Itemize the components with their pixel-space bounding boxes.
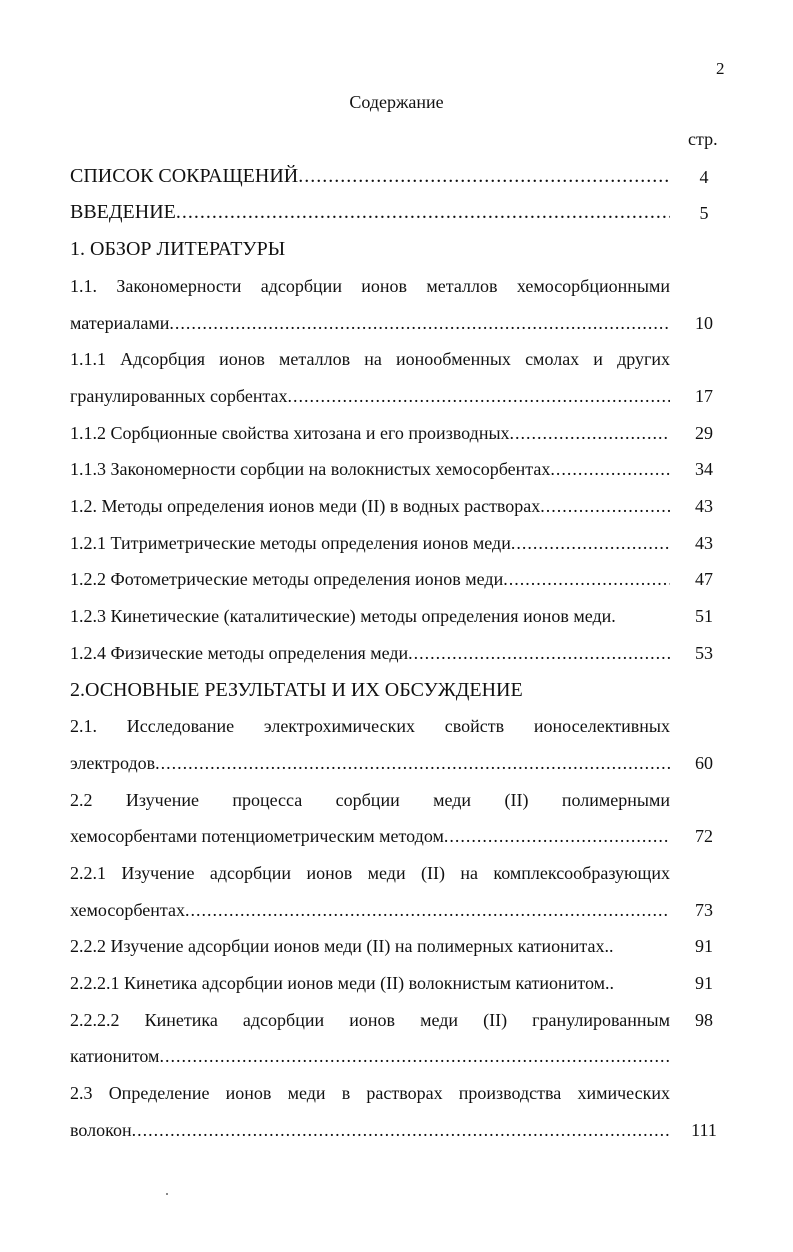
toc-entry-page: 51 <box>695 606 713 626</box>
toc-entry-page: 10 <box>695 313 713 333</box>
toc-entry-1-1-line1[interactable]: 1.1. Закономерности адсорбции ионов металлов хемосорбционными <box>70 276 670 296</box>
leader-dots <box>169 312 670 334</box>
toc-entry-introduction[interactable] <box>70 201 670 223</box>
leader-dots <box>540 495 670 517</box>
toc-entry-1-2-2[interactable] <box>70 568 670 590</box>
toc-entry-page: 53 <box>695 643 713 663</box>
toc-entry-2-2-2-2-line1[interactable]: 2.2.2.2 Кинетика адсорбции ионов меди (II) гранулированным <box>70 1010 670 1030</box>
toc-entry-text: СПИСОК СОКРАЩЕНИЙ <box>70 165 299 187</box>
toc-entry-abbreviations[interactable] <box>70 165 670 187</box>
page-column-header: стр. <box>688 129 718 149</box>
leader-dots <box>132 1119 670 1141</box>
leader-dots <box>298 165 670 187</box>
toc-entry-2-2-1[interactable] <box>70 899 670 921</box>
toc-entry-1-1[interactable] <box>70 312 670 334</box>
toc-entry-text: электродов <box>70 753 156 773</box>
toc-entry-1-2-3[interactable]: 1.2.3 Кинетические (каталитические) методы определения ионов меди. <box>70 606 616 626</box>
page-number: 2 <box>716 59 725 78</box>
toc-entry-page: 47 <box>695 569 713 589</box>
leader-dots <box>444 825 670 847</box>
toc-entry-text: гранулированных сорбентах <box>70 386 288 406</box>
toc-entry-2-2-1-line1[interactable]: 2.2.1 Изучение адсорбции ионов меди (II) на комплексообразующих <box>70 863 670 883</box>
toc-entry-page: 43 <box>695 533 713 553</box>
leader-dots <box>155 752 670 774</box>
leader-dots <box>288 385 670 407</box>
toc-entry-1-2-4[interactable] <box>70 642 670 664</box>
toc-entry-1-1-1[interactable] <box>70 385 670 407</box>
toc-entry-2-3-line1[interactable]: 2.3 Определение ионов меди в растворах производства химических <box>70 1083 670 1103</box>
toc-entry-page: 5 <box>699 203 709 223</box>
toc-entry-1-2[interactable] <box>70 495 670 517</box>
toc-entry-page: 29 <box>695 423 713 443</box>
toc-entry-page: 73 <box>695 900 713 920</box>
toc-entry-1-1-1-line1[interactable]: 1.1.1 Адсорбция ионов металлов на ионообменных смолах и других <box>70 349 670 369</box>
toc-entry-page: 34 <box>695 459 713 479</box>
toc-entry-page: 72 <box>695 826 713 846</box>
toc-entry-text: ВВЕДЕНИЕ <box>70 201 176 223</box>
toc-entry-page: 43 <box>695 496 713 516</box>
toc-entry-2-2-line1[interactable]: 2.2 Изучение процесса сорбции меди (II) полимерными <box>70 790 670 810</box>
toc-entry-2-1-line1[interactable]: 2.1. Исследование электрохимических свойств ионоселективных <box>70 716 670 736</box>
toc-chapter-2-heading[interactable]: 2.ОСНОВНЫЕ РЕЗУЛЬТАТЫ И ИХ ОБСУЖДЕНИЕ <box>70 679 523 701</box>
toc-entry-text: хемосорбентах <box>70 900 185 920</box>
toc-entry-page: 91 <box>695 936 713 956</box>
toc-chapter-1-heading[interactable]: 1. ОБЗОР ЛИТЕРАТУРЫ <box>70 238 286 260</box>
leader-dots <box>511 532 670 554</box>
toc-entry-page: 60 <box>695 753 713 773</box>
toc-entry-page: 111 <box>691 1120 717 1140</box>
leader-dots <box>176 201 670 223</box>
toc-entry-1-1-2[interactable] <box>70 422 670 444</box>
toc-entry-2-1[interactable] <box>70 752 670 774</box>
toc-entry-page: 17 <box>695 386 713 406</box>
scan-speck <box>166 1193 168 1195</box>
toc-entry-text: 1.1.3 Закономерности сорбции на волокнистых хемосорбентах <box>70 459 551 479</box>
toc-entry-2-2-2[interactable]: 2.2.2 Изучение адсорбции ионов меди (II) на полимерных катионитах.. <box>70 936 614 956</box>
toc-entry-page: 98 <box>695 1010 713 1030</box>
leader-dots <box>550 458 670 480</box>
page-title: Содержание <box>349 92 444 112</box>
toc-entry-page: 4 <box>699 167 709 187</box>
toc-entry-page: 91 <box>695 973 713 993</box>
toc-entry-text: хемосорбентами потенциометрическим методом <box>70 826 444 846</box>
toc-entry-2-2-2-2[interactable] <box>70 1045 670 1067</box>
toc-entry-text: 1.2.1 Титриметрические методы определения ионов меди <box>70 533 511 553</box>
toc-entry-text: 1.1.2 Сорбционные свойства хитозана и его производных <box>70 423 510 443</box>
toc-entry-text: катионитом <box>70 1046 160 1066</box>
toc-entry-2-2-2-1[interactable]: 2.2.2.1 Кинетика адсорбции ионов меди (II) волокнистым катионитом.. <box>70 973 614 993</box>
toc-entry-text: материалами <box>70 313 170 333</box>
leader-dots <box>503 568 670 590</box>
leader-dots <box>185 899 670 921</box>
toc-entry-1-2-1[interactable] <box>70 532 670 554</box>
leader-dots <box>510 422 670 444</box>
toc-entry-text: 1.2. Методы определения ионов меди (II) в водных растворах <box>70 496 541 516</box>
toc-entry-2-3[interactable] <box>70 1119 670 1141</box>
toc-entry-text: волокон <box>70 1120 132 1140</box>
toc-entry-text: 1.2.4 Физические методы определения меди <box>70 643 409 663</box>
toc-entry-2-2[interactable] <box>70 825 670 847</box>
toc-entry-text: 1.2.2 Фотометрические методы определения ионов меди <box>70 569 504 589</box>
leader-dots <box>408 642 670 664</box>
toc-entry-1-1-3[interactable] <box>70 458 670 480</box>
leader-dots <box>159 1045 670 1067</box>
